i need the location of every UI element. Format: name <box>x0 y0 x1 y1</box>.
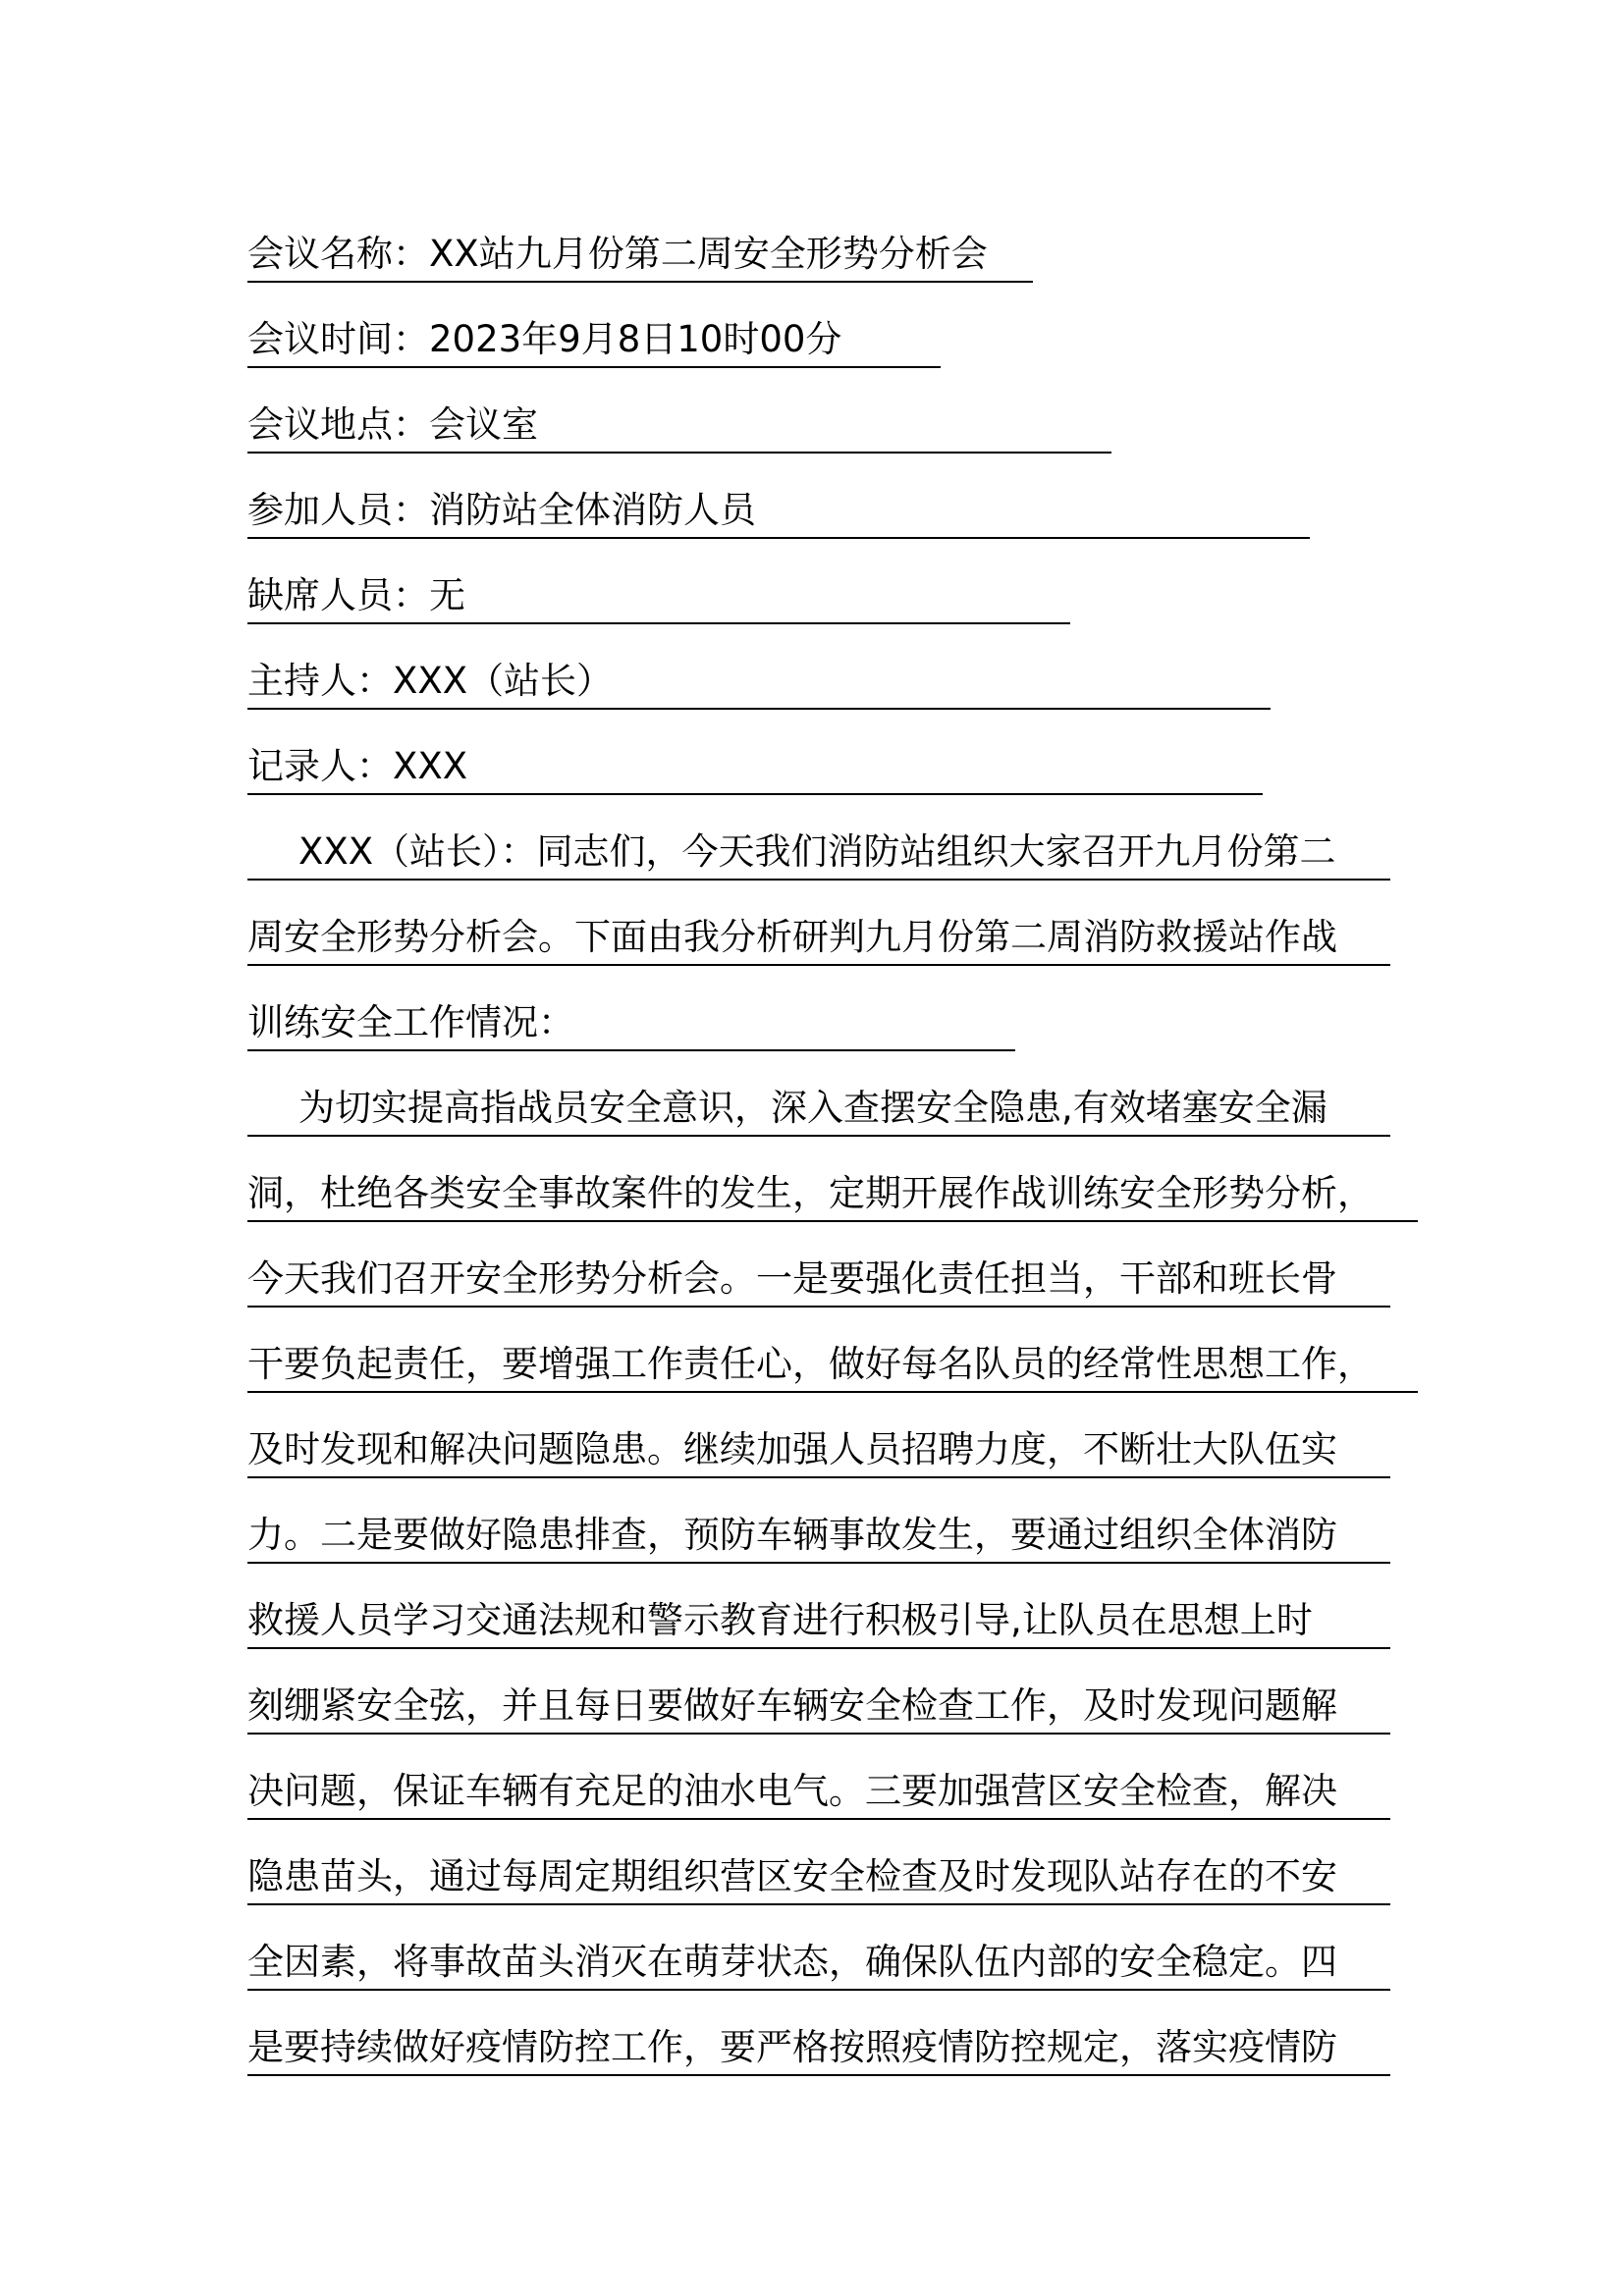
paragraph-line <box>247 909 1426 994</box>
paragraph2-line-10: 隐患苗头，通过每周定期组织营区安全检查及时发现队站存在的不安 <box>247 1855 1337 1897</box>
recorder-row <box>247 738 1426 824</box>
paragraph-line <box>247 1592 1426 1678</box>
meeting-time-row <box>247 311 1426 397</box>
underline <box>247 1647 1390 1649</box>
underline <box>247 1049 1015 1051</box>
paragraph-line <box>247 1934 1426 2019</box>
absent-value: 无 <box>429 574 465 616</box>
attendees-row <box>247 482 1426 567</box>
paragraph2-line-5: 及时发现和解决问题隐患。继续加强人员招聘力度，不断壮大队伍实 <box>247 1428 1337 1470</box>
underline <box>247 879 1390 881</box>
paragraph2-line-12: 是要持续做好疫情防控工作，要严格按照疫情防控规定，落实疫情防 <box>247 2026 1337 2068</box>
underline <box>247 964 1390 966</box>
paragraph-line <box>247 1848 1426 1934</box>
attendees-label: 参加人员： <box>247 489 429 531</box>
paragraph2-line-2: 洞，杜绝各类安全事故案件的发生，定期开展作战训练安全形势分析， <box>247 1172 1374 1214</box>
paragraph2-line-9: 决问题，保证车辆有充足的油水电气。三要加强营区安全检查，解决 <box>247 1770 1337 1812</box>
paragraph-line <box>247 2019 1426 2105</box>
meeting-record <box>247 226 1426 2105</box>
underline <box>247 793 1263 795</box>
meeting-place-value: 会议室 <box>429 403 538 446</box>
underline <box>247 622 1070 624</box>
underline <box>247 452 1111 454</box>
meeting-name-value: XX站九月份第二周安全形势分析会 <box>429 233 988 275</box>
paragraph1-line-3: 训练安全工作情况： <box>247 1001 574 1043</box>
paragraph-line <box>247 824 1426 909</box>
underline <box>247 281 1033 283</box>
underline <box>247 1135 1390 1137</box>
recorder-value: XXX <box>393 745 468 787</box>
recorder-label: 记录人： <box>247 745 393 787</box>
paragraph-line <box>247 1678 1426 1763</box>
paragraph2-line-1: 为切实提高指战员安全意识，深入查摆安全隐患,有效堵塞安全漏 <box>298 1087 1327 1129</box>
underline <box>247 537 1310 539</box>
underline <box>247 1989 1390 1991</box>
absent-label: 缺席人员： <box>247 574 429 616</box>
paragraph2-line-7: 救援人员学习交通法规和警示教育进行积极引导,让队员在思想上时 <box>247 1599 1313 1641</box>
attendees-value: 消防站全体消防人员 <box>429 489 756 531</box>
paragraph-line <box>247 1336 1426 1421</box>
host-row <box>247 653 1426 738</box>
paragraph1-line-1: XXX（站长）：同志们，今天我们消防站组织大家召开九月份第二 <box>298 830 1336 873</box>
paragraph-line <box>247 1251 1426 1336</box>
paragraph-line <box>247 1507 1426 1592</box>
underline <box>247 1903 1390 1905</box>
paragraph2-line-6: 力。二是要做好隐患排查，预防车辆事故发生，要通过组织全体消防 <box>247 1514 1337 1556</box>
host-label: 主持人： <box>247 660 393 702</box>
meeting-time-label: 会议时间： <box>247 318 429 360</box>
paragraph-line <box>247 1080 1426 1165</box>
underline <box>247 366 941 368</box>
underline <box>247 1476 1390 1478</box>
underline <box>247 1306 1390 1308</box>
meeting-name-row <box>247 226 1426 311</box>
absent-row <box>247 567 1426 653</box>
paragraph-line <box>247 1763 1426 1848</box>
underline <box>247 708 1271 710</box>
meeting-place-label: 会议地点： <box>247 403 429 446</box>
meeting-name-label: 会议名称： <box>247 233 429 275</box>
paragraph1-line-2: 周安全形势分析会。下面由我分析研判九月份第二周消防救援站作战 <box>247 916 1337 958</box>
underline <box>247 1220 1418 1222</box>
paragraph-line <box>247 1421 1426 1507</box>
paragraph2-line-11: 全因素，将事故苗头消灭在萌芽状态，确保队伍内部的安全稳定。四 <box>247 1941 1337 1983</box>
underline <box>247 1818 1390 1820</box>
underline <box>247 1391 1418 1393</box>
paragraph2-line-4: 干要负起责任，要增强工作责任心，做好每名队员的经常性思想工作， <box>247 1343 1374 1385</box>
paragraph2-line-3: 今天我们召开安全形势分析会。一是要强化责任担当，干部和班长骨 <box>247 1257 1337 1300</box>
meeting-place-row <box>247 397 1426 482</box>
underline <box>247 1562 1390 1564</box>
paragraph2-line-8: 刻绷紧安全弦，并且每日要做好车辆安全检查工作，及时发现问题解 <box>247 1684 1337 1727</box>
host-value: XXX（站长） <box>393 660 614 702</box>
underline <box>247 2074 1390 2076</box>
meeting-time-value: 2023年9月8日10时00分 <box>429 318 842 360</box>
underline <box>247 1733 1390 1735</box>
paragraph-line <box>247 1165 1426 1251</box>
paragraph-line <box>247 994 1426 1080</box>
